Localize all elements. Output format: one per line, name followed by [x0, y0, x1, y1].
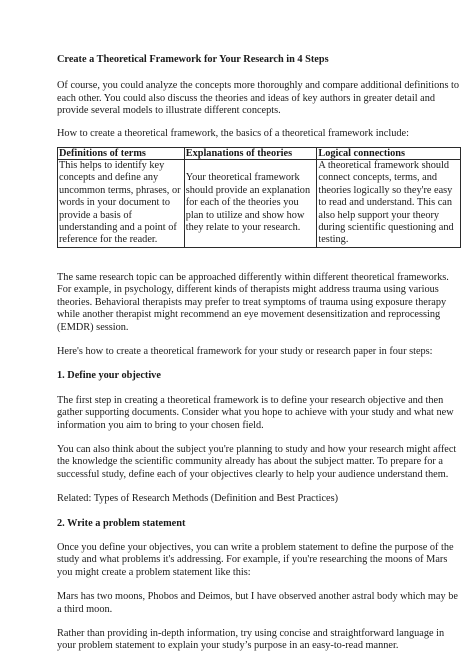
table-header-explanations: Explanations of theories — [184, 148, 317, 160]
table-row — [58, 160, 461, 248]
intro-paragraph: Of course, you could analyze the concepts more thoroughly and compare additional definitions to each other. You could also discuss the theories and ideas of key authors in greater detail and provide several models to illustrate different concepts. — [57, 80, 460, 117]
table-cell-explanations: Your theoretical framework should provide an explanation for each of the theories you plan to utilize and show how they relate to your research. — [184, 160, 317, 248]
table-cell-connections: A theoretical framework should connect concepts, terms, and theories logically so they're easy to read and understand. This can also help support your theory during scientific questioning and testing. — [317, 160, 461, 248]
related-link-text: Related: Types of Research Methods (Definition and Best Practices) — [57, 493, 339, 505]
same-topic-paragraph: The same research topic can be approached differently within different theoretical frameworks. For example, in psychology, different kinds of therapists might address trauma using various theories. Behavioral therapists may prefer to treat symptoms of trauma using exposure therapy while another therapist might recommend an eye movement desensitization and reprocessing (EMDR) session. — [57, 271, 449, 333]
table-lead-paragraph: How to create a theoretical framework, the basics of a theoretical framework include: — [57, 127, 409, 139]
document-page — [57, 54, 462, 653]
steps-lead-paragraph: Here's how to create a theoretical framework for your study or research paper in four steps: — [57, 345, 433, 357]
table-header-connections: Logical connections — [317, 148, 461, 160]
step1-paragraph-1: The first step in creating a theoretical framework is to define your research objective and then gather supporting documents. Consider what you hope to achieve with your study and what new information you aim to bring to your chosen field. — [57, 394, 454, 431]
document-title: Create a Theoretical Framework for Your Research in 4 Steps — [57, 54, 329, 65]
step1-paragraph-2: You can also think about the subject you're planning to study and how your research might affect the knowledge the scientific community already has about the subject matter. To prepare for a successful study, define each of your objectives clearly to help your audience understand them. — [57, 443, 457, 480]
step2-heading: 2. Write a problem statement — [57, 517, 186, 529]
step2-paragraph-1: Once you define your objectives, you can write a problem statement to define the purpose of the study and what problems it's addressing. For example, if you're researching the moons of Mars you might create a problem statement like this: — [57, 541, 454, 578]
table-cell-definitions: This helps to identify key concepts and define any uncommon terms, phrases, or words in your document to provide a basis of understanding and a point of reference for the reader. — [58, 160, 185, 248]
step1-heading: 1. Define your objective — [57, 370, 161, 382]
framework-basics-table — [57, 147, 461, 248]
table-header-definitions: Definitions of terms — [58, 148, 185, 160]
step2-example-statement: Mars has two moons, Phobos and Deimos, but I have observed another astral body which may be a third moon. — [57, 591, 458, 615]
table-header-row — [58, 148, 461, 160]
step2-paragraph-2: Rather than providing in-depth information, try using concise and straightforward language in your problem statement to explain your study’s purpose in an easy-to-read manner. — [57, 628, 445, 652]
